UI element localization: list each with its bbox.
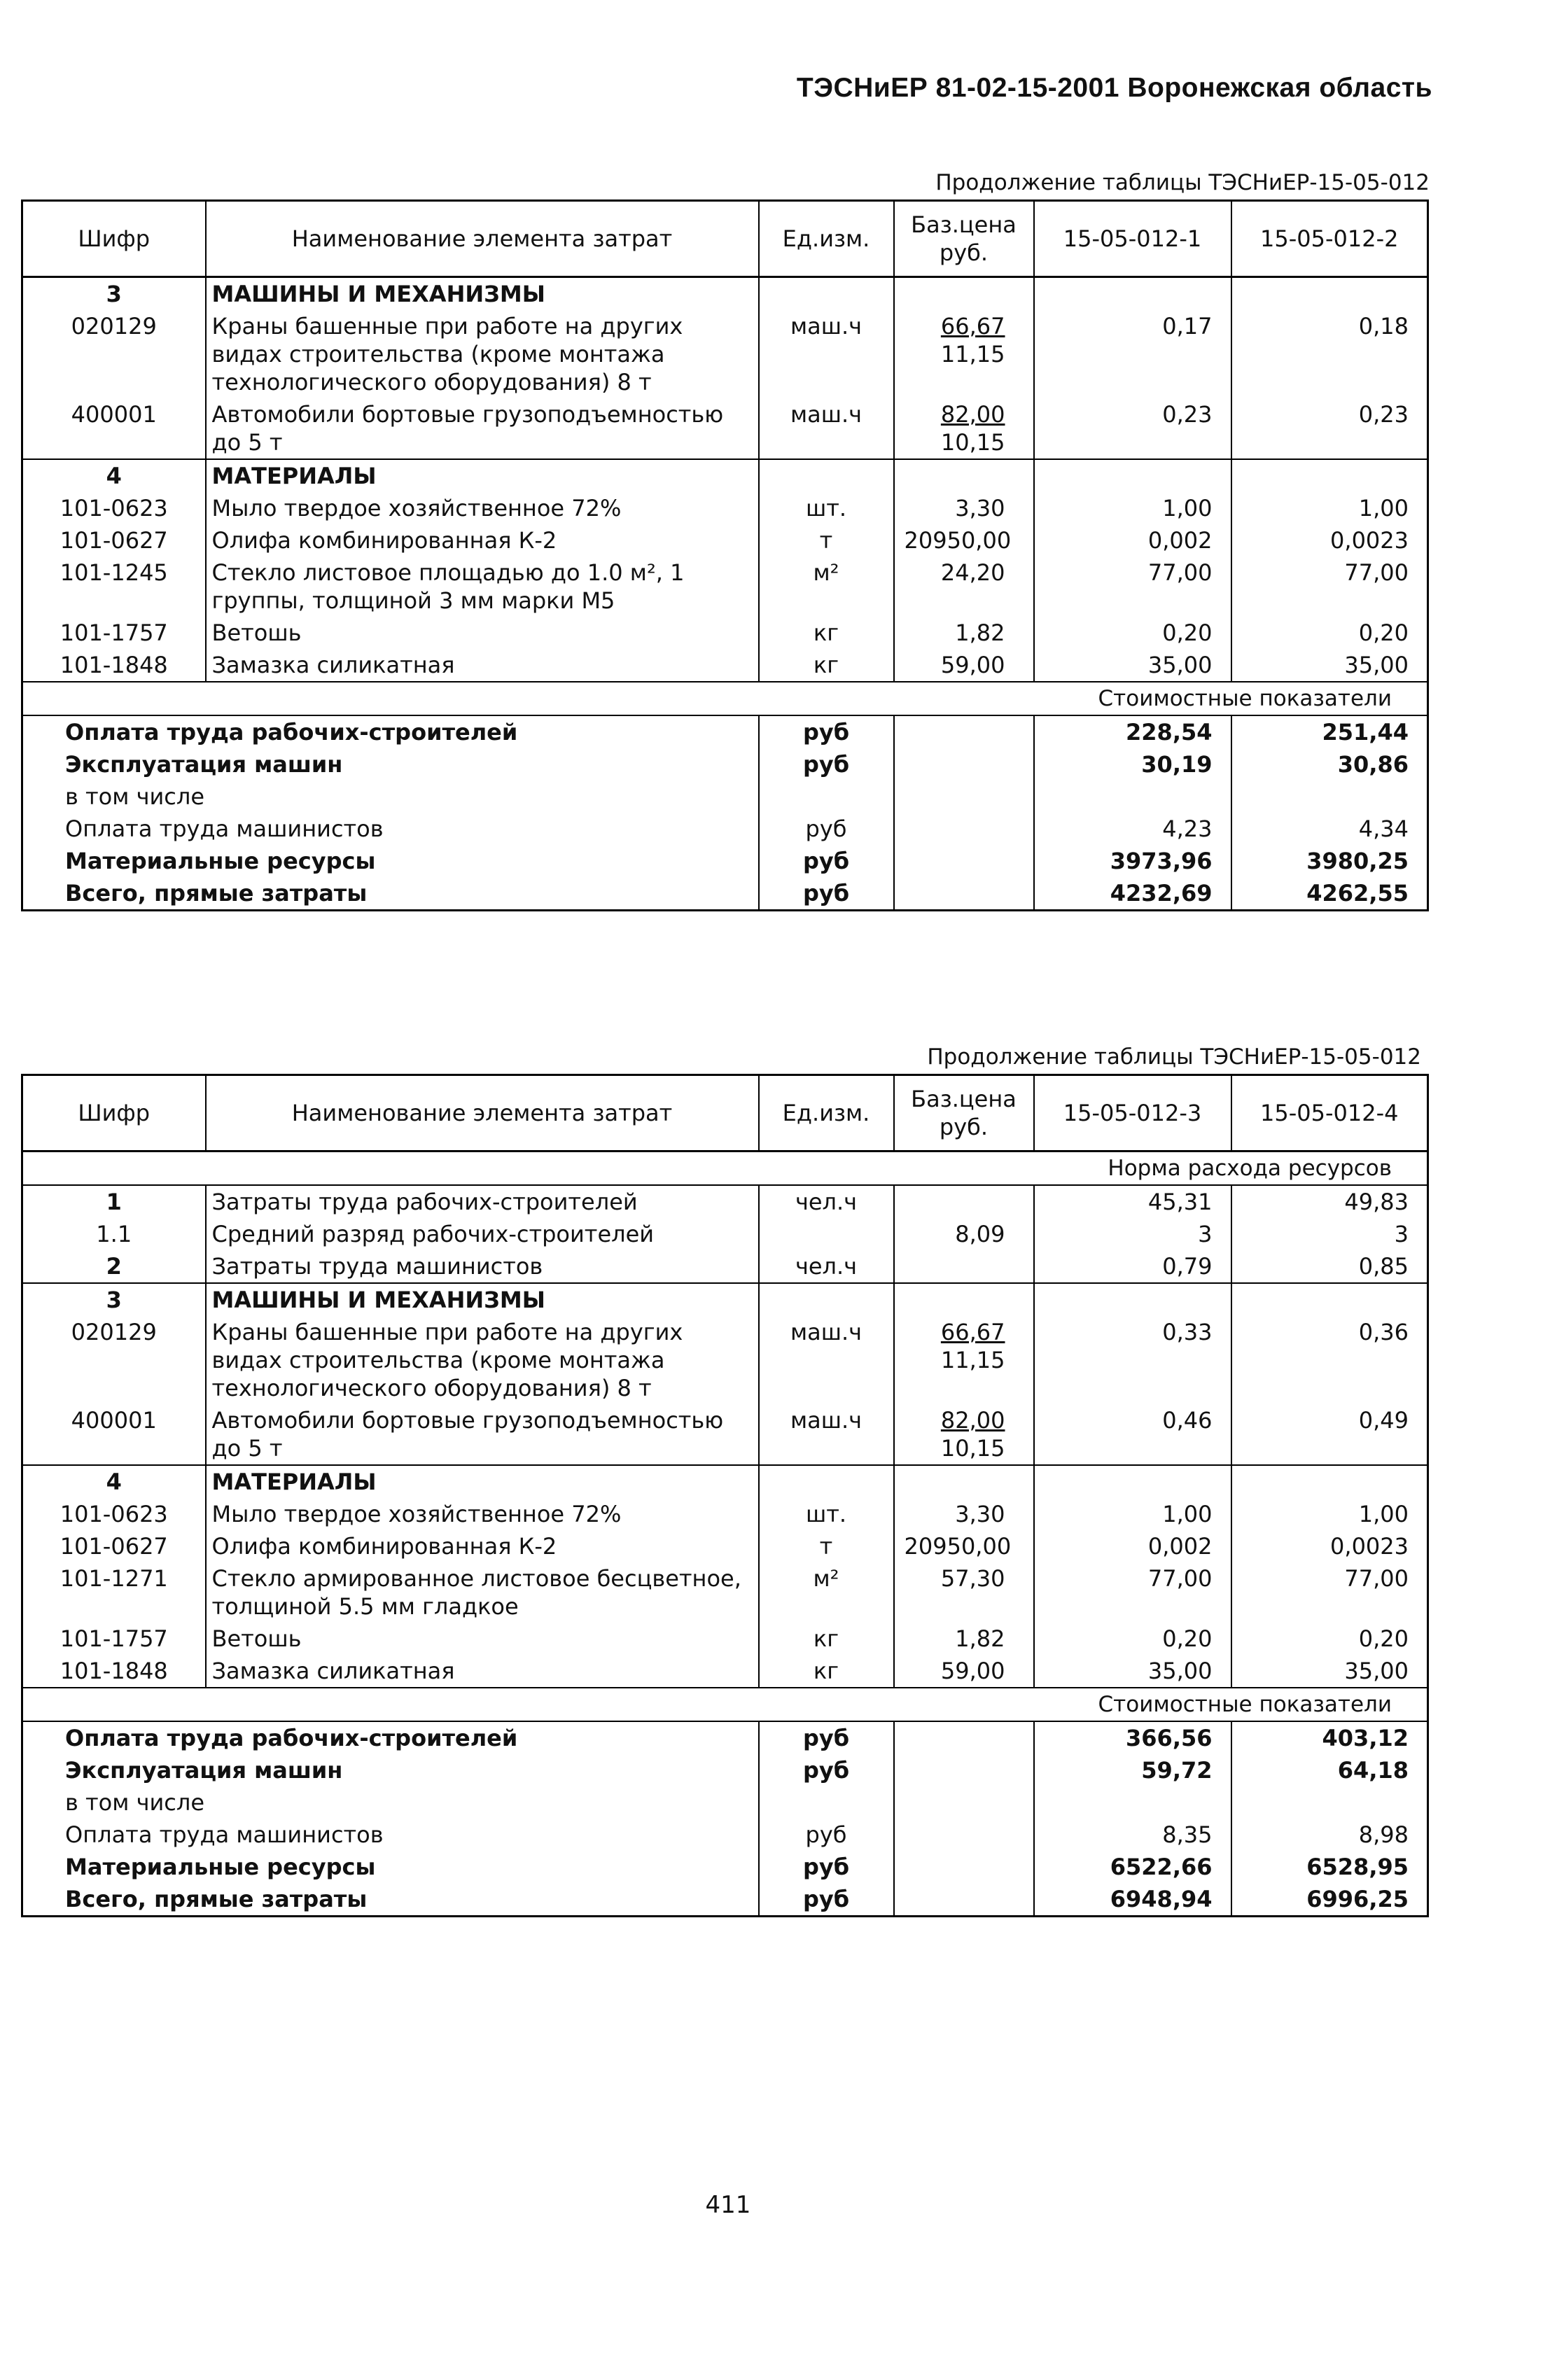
- row-name: Олифа комбинированная К-2: [206, 1530, 759, 1562]
- row-base-price: [894, 1404, 1034, 1465]
- row-base-price: [894, 556, 1034, 617]
- cost-value-2: 4262,55: [1231, 877, 1428, 911]
- cost-value-1: 3973,96: [1034, 845, 1231, 877]
- cost-value-1: 30,19: [1034, 748, 1231, 780]
- cost-row: [22, 715, 1428, 748]
- row-norm-value-1: 1,00: [1034, 1498, 1231, 1530]
- row-norm-value-1: 3: [1034, 1218, 1231, 1250]
- row-norm-value-2: [1231, 1283, 1428, 1316]
- row-norm-value-1: 0,20: [1034, 617, 1231, 649]
- row-norm-value-1: [1034, 1465, 1231, 1498]
- table-row: [22, 1498, 1428, 1530]
- table-row: [22, 398, 1428, 459]
- table-row: [22, 556, 1428, 617]
- row-name: МАТЕРИАЛЫ: [206, 1465, 759, 1498]
- cost-unit: руб: [759, 1851, 894, 1883]
- row-base-price: [894, 1218, 1034, 1250]
- row-code: 2: [22, 1250, 206, 1283]
- cost-row: [22, 813, 1428, 845]
- row-base-price: [894, 1465, 1034, 1498]
- row-code: 020129: [22, 310, 206, 398]
- cost-value-1: 59,72: [1034, 1754, 1231, 1786]
- row-code: 400001: [22, 1404, 206, 1465]
- cost-value-1: 6948,94: [1034, 1883, 1231, 1917]
- cost-value-2: 251,44: [1231, 715, 1428, 748]
- section-row: [22, 1283, 1428, 1316]
- section-row: [22, 459, 1428, 492]
- row-code: 101-1848: [22, 649, 206, 682]
- table-row: [22, 1655, 1428, 1688]
- row-norm-value-1: [1034, 277, 1231, 311]
- cost-unit: руб: [759, 1819, 894, 1851]
- base-price-value: 3,30: [955, 495, 1005, 522]
- cost-spacer: [894, 877, 1034, 911]
- cost-unit: руб: [759, 748, 894, 780]
- table-row: [22, 1250, 1428, 1283]
- row-unit: м²: [759, 1562, 894, 1623]
- table-row: [22, 1316, 1428, 1404]
- row-base-price: [894, 398, 1034, 459]
- row-norm-value-1: 35,00: [1034, 649, 1231, 682]
- row-norm-value-1: 0,79: [1034, 1250, 1231, 1283]
- row-norm-value-2: 0,0023: [1231, 1530, 1428, 1562]
- cost-value-1: 4232,69: [1034, 877, 1231, 911]
- row-code: 3: [22, 1283, 206, 1316]
- row-norm-value-2: 1,00: [1231, 1498, 1428, 1530]
- cost-spacer: [894, 748, 1034, 780]
- base-price-value: 59,00: [940, 652, 1005, 678]
- row-unit: чел.ч: [759, 1185, 894, 1218]
- cost-value-2: 30,86: [1231, 748, 1428, 780]
- cost-label: Стоимостные показатели: [22, 1688, 1428, 1721]
- row-norm-value-2: [1231, 459, 1428, 492]
- table-row: [22, 1623, 1428, 1655]
- cost-spacer: [894, 715, 1034, 748]
- cost-value-1: [1034, 780, 1231, 813]
- norm-label: Норма расхода ресурсов: [22, 1152, 1428, 1186]
- col-header-unit: Ед.изм.: [759, 201, 894, 277]
- cost-value-1: 4,23: [1034, 813, 1231, 845]
- base-price-value: 57,30: [940, 1565, 1005, 1592]
- base-price-value: 66,67: [940, 1319, 1005, 1345]
- row-unit: [759, 1283, 894, 1316]
- base-price-value: 82,00: [940, 401, 1005, 428]
- row-name: Средний разряд рабочих-строителей: [206, 1218, 759, 1250]
- base-price-value: 24,20: [940, 559, 1005, 586]
- row-name: Мыло твердое хозяйственное 72%: [206, 1498, 759, 1530]
- cost-name: Оплата труда машинистов: [22, 813, 759, 845]
- cost-row: [22, 845, 1428, 877]
- row-name: Ветошь: [206, 1623, 759, 1655]
- cost-unit: [759, 780, 894, 813]
- cost-unit: руб: [759, 813, 894, 845]
- cost-spacer: [894, 1721, 1034, 1754]
- cost-value-2: [1231, 1786, 1428, 1819]
- row-unit: чел.ч: [759, 1250, 894, 1283]
- row-base-price: [894, 492, 1034, 524]
- row-norm-value-2: 0,20: [1231, 1623, 1428, 1655]
- row-base-price: [894, 1283, 1034, 1316]
- cost-row: [22, 1721, 1428, 1754]
- base-price-value: 20950,00: [904, 1533, 1012, 1560]
- row-name: Стекло листовое площадью до 1.0 м², 1 группы, толщиной 3 мм марки М5: [206, 556, 759, 617]
- cost-row: [22, 780, 1428, 813]
- row-unit: маш.ч: [759, 310, 894, 398]
- cost-value-2: 6528,95: [1231, 1851, 1428, 1883]
- row-norm-value-2: 0,23: [1231, 398, 1428, 459]
- table2-caption: Продолжение таблицы ТЭСНиЕР-15-05-012: [927, 1044, 1421, 1070]
- section-row: [22, 277, 1428, 311]
- cost-value-2: 3980,25: [1231, 845, 1428, 877]
- col-header-price: Баз.цена руб.: [894, 201, 1034, 277]
- cost-row: [22, 877, 1428, 911]
- row-unit: [759, 1218, 894, 1250]
- row-norm-value-2: 0,85: [1231, 1250, 1428, 1283]
- table-header-row: [22, 1075, 1428, 1152]
- row-code: 400001: [22, 398, 206, 459]
- cost-name: Эксплуатация машин: [22, 748, 759, 780]
- row-norm-value-2: 0,0023: [1231, 524, 1428, 556]
- row-name: Краны башенные при работе на других видах строительства (кроме монтажа технологического оборудования) 8 т: [206, 310, 759, 398]
- row-base-price: [894, 649, 1034, 682]
- page-number: 411: [705, 2191, 751, 2219]
- row-code: 101-0627: [22, 524, 206, 556]
- row-unit: кг: [759, 649, 894, 682]
- cost-unit: руб: [759, 877, 894, 911]
- cost-value-1: 228,54: [1034, 715, 1231, 748]
- cost-row: [22, 1786, 1428, 1819]
- row-norm-value-2: 35,00: [1231, 649, 1428, 682]
- row-norm-value-2: 49,83: [1231, 1185, 1428, 1218]
- cost-name: Оплата труда рабочих-строителей: [22, 1721, 759, 1754]
- row-name: Затраты труда машинистов: [206, 1250, 759, 1283]
- row-code: 1.1: [22, 1218, 206, 1250]
- col-header-name: Наименование элемента затрат: [206, 201, 759, 277]
- table-row: [22, 617, 1428, 649]
- table-row: [22, 1185, 1428, 1218]
- col-header-price: Баз.цена руб.: [894, 1075, 1034, 1152]
- row-norm-value-2: 35,00: [1231, 1655, 1428, 1688]
- row-name: МАШИНЫ И МЕХАНИЗМЫ: [206, 277, 759, 311]
- cost-value-1: 366,56: [1034, 1721, 1231, 1754]
- row-norm-value-1: 0,23: [1034, 398, 1231, 459]
- base-price-value: 1,82: [955, 620, 1005, 646]
- resource-table-2: [21, 1074, 1429, 1917]
- base-price-value: 20950,00: [904, 527, 1012, 554]
- table-header-row: [22, 201, 1428, 277]
- cost-unit: руб: [759, 845, 894, 877]
- cost-label-row: [22, 682, 1428, 715]
- row-code: 1: [22, 1185, 206, 1218]
- cost-name: Оплата труда рабочих-строителей: [22, 715, 759, 748]
- cost-label-row: [22, 1688, 1428, 1721]
- row-base-price: [894, 524, 1034, 556]
- row-code: 020129: [22, 1316, 206, 1404]
- col-header-unit: Ед.изм.: [759, 1075, 894, 1152]
- resource-table-1: [21, 200, 1429, 911]
- table-row: [22, 1218, 1428, 1250]
- cost-value-2: 4,34: [1231, 813, 1428, 845]
- base-price-value: 3,30: [955, 1501, 1005, 1527]
- cost-row: [22, 748, 1428, 780]
- cost-name: Материальные ресурсы: [22, 1851, 759, 1883]
- row-unit: т: [759, 1530, 894, 1562]
- base-price-value: 8,09: [955, 1221, 1005, 1247]
- row-code: 101-0623: [22, 1498, 206, 1530]
- row-name: Ветошь: [206, 617, 759, 649]
- row-code: 101-0623: [22, 492, 206, 524]
- row-unit: [759, 1465, 894, 1498]
- cost-spacer: [894, 813, 1034, 845]
- row-name: Затраты труда рабочих-строителей: [206, 1185, 759, 1218]
- row-unit: шт.: [759, 1498, 894, 1530]
- row-base-price: [894, 617, 1034, 649]
- document-header: ТЭСНиЕР 81-02-15-2001 Воронежская область: [796, 73, 1432, 103]
- row-name: Замазка силикатная: [206, 1655, 759, 1688]
- row-norm-value-1: [1034, 1283, 1231, 1316]
- cost-row: [22, 1819, 1428, 1851]
- cost-spacer: [894, 1754, 1034, 1786]
- cost-spacer: [894, 1883, 1034, 1917]
- cost-unit: руб: [759, 715, 894, 748]
- row-unit: кг: [759, 1655, 894, 1688]
- row-name: Краны башенные при работе на других видах строительства (кроме монтажа технологического оборудования) 8 т: [206, 1316, 759, 1404]
- cost-unit: руб: [759, 1883, 894, 1917]
- cost-unit: [759, 1786, 894, 1819]
- table-row: [22, 1404, 1428, 1465]
- cost-name: Эксплуатация машин: [22, 1754, 759, 1786]
- cost-row: [22, 1754, 1428, 1786]
- col-header-code: Шифр: [22, 201, 206, 277]
- row-name: Автомобили бортовые грузоподъемностью до 5 т: [206, 1404, 759, 1465]
- cost-value-1: [1034, 1786, 1231, 1819]
- col-header-code: Шифр: [22, 1075, 206, 1152]
- row-norm-value-1: 0,33: [1034, 1316, 1231, 1404]
- col-header-name: Наименование элемента затрат: [206, 1075, 759, 1152]
- row-unit: т: [759, 524, 894, 556]
- row-norm-value-1: 0,17: [1034, 310, 1231, 398]
- table1-caption: Продолжение таблицы ТЭСНиЕР-15-05-012: [935, 170, 1430, 195]
- row-name: Мыло твердое хозяйственное 72%: [206, 492, 759, 524]
- col-header-norm-2: 15-05-012-2: [1231, 201, 1428, 277]
- row-unit: м²: [759, 556, 894, 617]
- cost-value-2: 6996,25: [1231, 1883, 1428, 1917]
- row-code: 3: [22, 277, 206, 311]
- row-norm-value-2: 0,49: [1231, 1404, 1428, 1465]
- row-base-price: [894, 277, 1034, 311]
- cost-unit: руб: [759, 1754, 894, 1786]
- col-header-norm-3: 15-05-012-3: [1034, 1075, 1231, 1152]
- cost-spacer: [894, 780, 1034, 813]
- row-norm-value-1: [1034, 459, 1231, 492]
- col-header-norm-1: 15-05-012-1: [1034, 201, 1231, 277]
- base-price-value: 1,82: [955, 1625, 1005, 1652]
- row-norm-value-2: 77,00: [1231, 556, 1428, 617]
- row-code: 101-1245: [22, 556, 206, 617]
- row-norm-value-2: 0,20: [1231, 617, 1428, 649]
- cost-value-2: [1231, 780, 1428, 813]
- machinist-wage-value: 10,15: [940, 1435, 1005, 1462]
- section-row: [22, 1465, 1428, 1498]
- base-price-value: 82,00: [940, 1407, 1005, 1434]
- row-unit: маш.ч: [759, 1404, 894, 1465]
- row-norm-value-2: [1231, 277, 1428, 311]
- row-unit: маш.ч: [759, 398, 894, 459]
- table-row: [22, 524, 1428, 556]
- table-row: [22, 1530, 1428, 1562]
- cost-name: Всего, прямые затраты: [22, 1883, 759, 1917]
- cost-name: Материальные ресурсы: [22, 845, 759, 877]
- row-name: МАТЕРИАЛЫ: [206, 459, 759, 492]
- row-base-price: [894, 1250, 1034, 1283]
- row-code: 101-1757: [22, 1623, 206, 1655]
- cost-spacer: [894, 1851, 1034, 1883]
- cost-name: в том числе: [22, 1786, 759, 1819]
- row-code: 4: [22, 459, 206, 492]
- row-base-price: [894, 310, 1034, 398]
- cost-label: Стоимостные показатели: [22, 682, 1428, 715]
- row-norm-value-1: 0,002: [1034, 524, 1231, 556]
- row-base-price: [894, 1498, 1034, 1530]
- cost-value-1: 8,35: [1034, 1819, 1231, 1851]
- row-norm-value-1: 0,46: [1034, 1404, 1231, 1465]
- row-code: 101-0627: [22, 1530, 206, 1562]
- row-base-price: [894, 1655, 1034, 1688]
- row-norm-value-1: 35,00: [1034, 1655, 1231, 1688]
- row-norm-value-1: 0,002: [1034, 1530, 1231, 1562]
- cost-row: [22, 1851, 1428, 1883]
- cost-spacer: [894, 1819, 1034, 1851]
- row-base-price: [894, 1316, 1034, 1404]
- row-name: Замазка силикатная: [206, 649, 759, 682]
- base-price-value: 66,67: [940, 313, 1005, 340]
- row-norm-value-2: 77,00: [1231, 1562, 1428, 1623]
- row-unit: кг: [759, 617, 894, 649]
- row-norm-value-2: 3: [1231, 1218, 1428, 1250]
- row-base-price: [894, 1623, 1034, 1655]
- col-header-norm-4: 15-05-012-4: [1231, 1075, 1428, 1152]
- cost-value-2: 8,98: [1231, 1819, 1428, 1851]
- cost-value-2: 64,18: [1231, 1754, 1428, 1786]
- row-code: 4: [22, 1465, 206, 1498]
- row-unit: шт.: [759, 492, 894, 524]
- cost-unit: руб: [759, 1721, 894, 1754]
- row-norm-value-1: 77,00: [1034, 1562, 1231, 1623]
- row-norm-value-1: 77,00: [1034, 556, 1231, 617]
- row-norm-value-1: 45,31: [1034, 1185, 1231, 1218]
- row-code: 101-1757: [22, 617, 206, 649]
- cost-value-1: 6522,66: [1034, 1851, 1231, 1883]
- row-name: Стекло армированное листовое бесцветное, толщиной 5.5 мм гладкое: [206, 1562, 759, 1623]
- row-base-price: [894, 1185, 1034, 1218]
- table-row: [22, 492, 1428, 524]
- row-norm-value-2: 0,36: [1231, 1316, 1428, 1404]
- machinist-wage-value: 10,15: [940, 429, 1005, 456]
- row-name: Автомобили бортовые грузоподъемностью до 5 т: [206, 398, 759, 459]
- row-norm-value-1: 1,00: [1034, 492, 1231, 524]
- table-row: [22, 1562, 1428, 1623]
- cost-name: в том числе: [22, 780, 759, 813]
- base-price-value: 59,00: [940, 1658, 1005, 1684]
- row-code: 101-1271: [22, 1562, 206, 1623]
- cost-value-2: 403,12: [1231, 1721, 1428, 1754]
- row-name: Олифа комбинированная К-2: [206, 524, 759, 556]
- cost-spacer: [894, 845, 1034, 877]
- machinist-wage-value: 11,15: [940, 341, 1005, 368]
- cost-name: Оплата труда машинистов: [22, 1819, 759, 1851]
- table-row: [22, 310, 1428, 398]
- row-norm-value-2: [1231, 1465, 1428, 1498]
- row-base-price: [894, 1530, 1034, 1562]
- row-base-price: [894, 1562, 1034, 1623]
- row-unit: кг: [759, 1623, 894, 1655]
- row-unit: [759, 277, 894, 311]
- row-norm-value-2: 0,18: [1231, 310, 1428, 398]
- cost-spacer: [894, 1786, 1034, 1819]
- row-base-price: [894, 459, 1034, 492]
- table-row: [22, 649, 1428, 682]
- row-name: МАШИНЫ И МЕХАНИЗМЫ: [206, 1283, 759, 1316]
- cost-name: Всего, прямые затраты: [22, 877, 759, 911]
- row-code: 101-1848: [22, 1655, 206, 1688]
- row-norm-value-2: 1,00: [1231, 492, 1428, 524]
- machinist-wage-value: 11,15: [940, 1347, 1005, 1373]
- cost-row: [22, 1883, 1428, 1917]
- row-unit: [759, 459, 894, 492]
- row-unit: маш.ч: [759, 1316, 894, 1404]
- row-norm-value-1: 0,20: [1034, 1623, 1231, 1655]
- norm-label-row: [22, 1152, 1428, 1186]
